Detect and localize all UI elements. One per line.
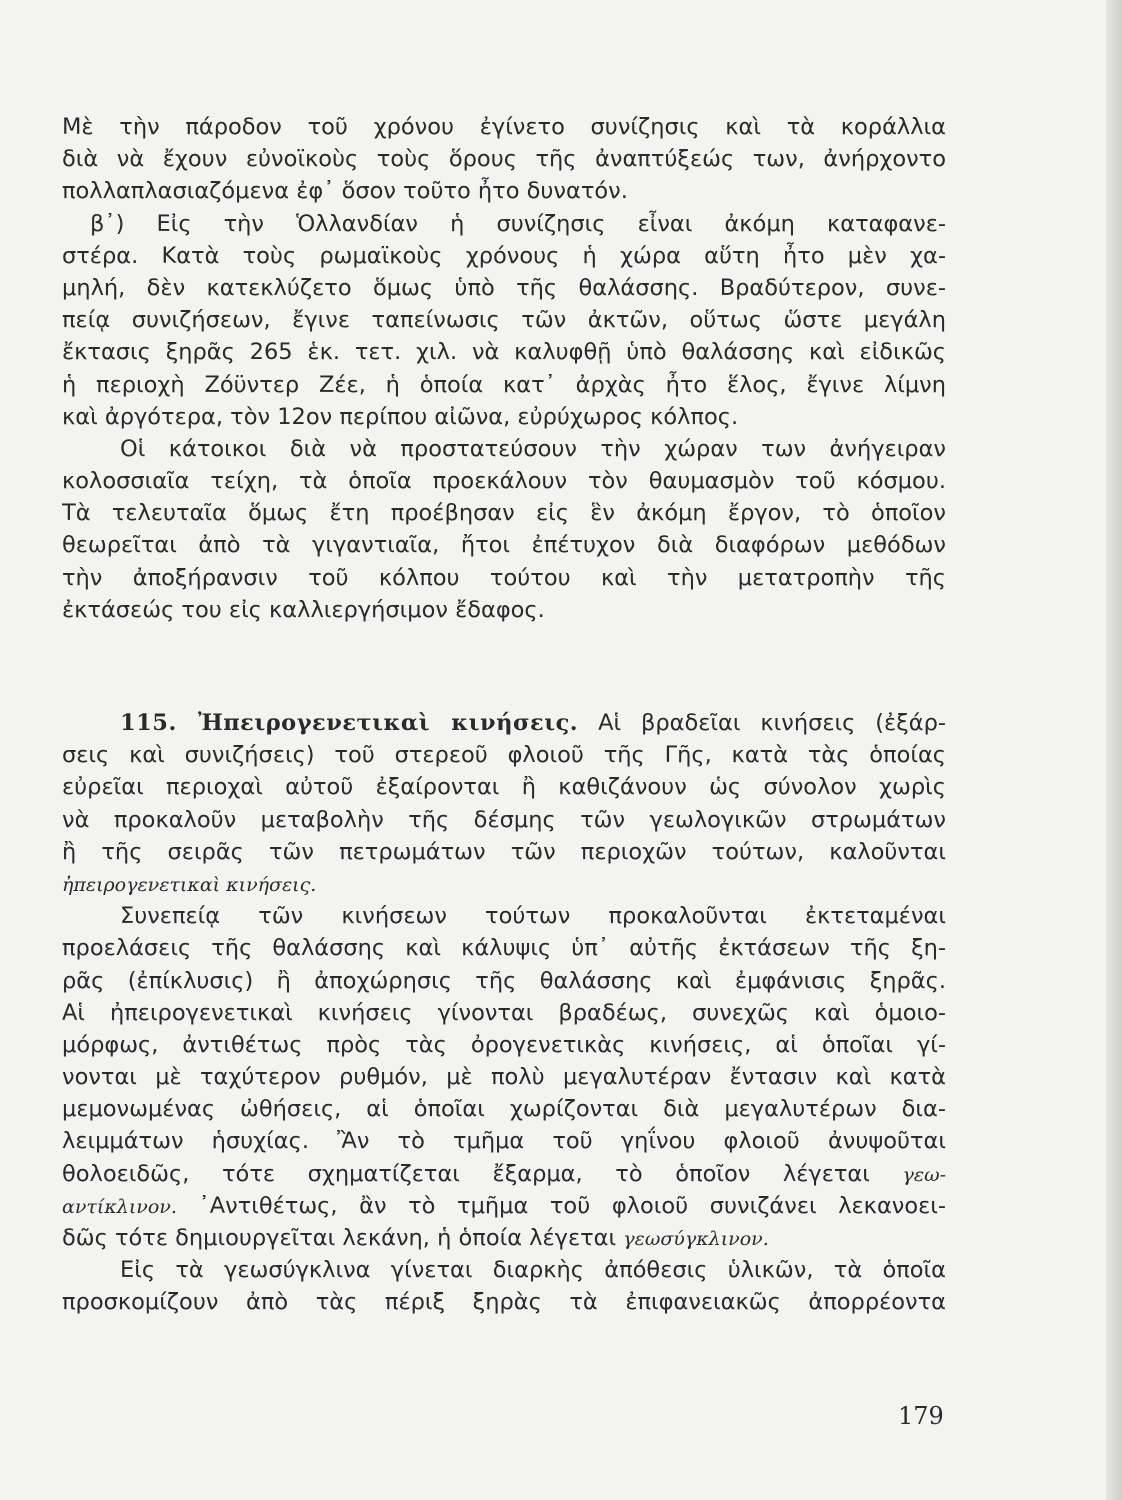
text-line: νὰ προκαλοῦν μεταβολὴν τῆς δέσμης τῶν γεωλογικῶν στρωμάτων	[62, 806, 946, 833]
text-line-geoanticline-cont	[62, 1190, 946, 1222]
page-edge-shadow	[1106, 0, 1122, 1500]
text-line: ἐκτάσεώς του εἰς καλλιεργήσιμον ἔδαφος.	[62, 596, 545, 623]
text-line: πείᾳ συνιζήσεων, ἔγινε ταπείνωσις τῶν ἀκτῶν, οὕτως ὥστε μεγάλη	[62, 307, 946, 334]
text-segment: ᾽Αντιθέτως, ἂν τὸ τμῆμα τοῦ φλοιοῦ συνιζάνει λεκανοει-	[198, 1192, 946, 1219]
italic-term: γεω-	[902, 1163, 946, 1186]
text-line-geosyncline	[62, 1222, 946, 1254]
text-line: μεμονωμένας ὠθήσεις, αἱ ὁποῖαι χωρίζονται διὰ μεγαλυτέρων δια-	[62, 1096, 946, 1123]
text-segment: θολοειδῶς, τότε σχηματίζεται ἔξαρμα, τὸ ὁποῖον λέγεται	[62, 1160, 870, 1187]
section-first-line	[62, 707, 946, 739]
italic-term: ἠπειρογενετικαὶ κινήσεις.	[62, 873, 317, 896]
section-number: 115.	[120, 710, 177, 736]
text-line: θεωρεῖται ἀπὸ τὰ γιγαντιαῖα, ἤτοι ἐπέτυχον διὰ διαφόρων μεθόδων	[62, 532, 946, 559]
text-segment: δῶς τότε δημιουργεῖται λεκάνη, ἡ ὁποία λέγεται	[62, 1225, 617, 1251]
text-line: Συνεπείᾳ τῶν κινήσεων τούτων προκαλοῦνται ἐκτεταμέναι	[120, 903, 946, 930]
text-line: στέρα. Κατὰ τοὺς ρωμαϊκοὺς χρόνους ἡ χώρα αὕτη ἦτο μὲν χα-	[62, 242, 946, 269]
text-line: Εἰς τὰ γεωσύγκλινα γίνεται διαρκὴς ἀπόθεσις ὑλικῶν, τὰ ὁποῖα	[120, 1257, 946, 1284]
page-number: 179	[898, 1402, 944, 1430]
section-title: Ἠπειρογενετικαὶ κινήσεις.	[197, 710, 579, 736]
italic-term: αντίκλινον.	[62, 1195, 177, 1218]
text-line: ἔκτασις ξηρᾶς 265 ἑκ. τετ. χιλ. νὰ καλυφθῇ ὑπὸ θαλάσσης καὶ εἰδικῶς	[62, 339, 946, 366]
text-line: ἢ τῆς σειρᾶς τῶν πετρωμάτων τῶν περιοχῶν τούτων, καλοῦνται	[62, 838, 946, 865]
text-line: διὰ νὰ ἔχουν εὐνοϊκοὺς τοὺς ὅρους τῆς ἀναπτύξεώς των, ἀνήρχοντο	[62, 146, 946, 173]
text-line: β᾽) Εἰς τὴν Ὁλλανδίαν ἡ συνίζησις εἶναι ἀκόμη καταφανε-	[90, 210, 946, 237]
text-line: πολλαπλασιαζόμενα ἐφ᾽ ὅσον τοῦτο ἦτο δυνατόν.	[62, 178, 628, 205]
text-line: προελάσεις τῆς θαλάσσης καὶ κάλυψις ὑπ᾽ αὐτῆς ἐκτάσεων τῆς ξη-	[62, 935, 946, 962]
text-line: Τὰ τελευταῖα ὅμως ἔτη προέβησαν εἰς ἓν ἀκόμη ἔργον, τὸ ὁποῖον	[62, 500, 946, 527]
text-block-hollanda	[62, 111, 946, 626]
text-line: Μὲ τὴν πάροδον τοῦ χρόνου ἐγίνετο συνίζησις καὶ τὰ κοράλλια	[62, 114, 946, 140]
text-line: νονται μὲ ταχύτερον ρυθμόν, μὲ πολὺ μεγαλυτέραν ἔντασιν καὶ κατὰ	[62, 1064, 946, 1091]
text-line: Αἱ ἠπειρογενετικαὶ κινήσεις γίνονται βραδέως, συνεχῶς καὶ ὁμοιο-	[62, 999, 946, 1026]
text-line: εὐρεῖαι περιοχαὶ αὐτοῦ ἐξαίρονται ἢ καθιζάνουν ὡς σύνολον χωρὶς	[62, 774, 946, 801]
section-115	[62, 707, 946, 1319]
italic-term: γεωσύγκλινον.	[623, 1228, 769, 1250]
text-line-geoanticline	[62, 1158, 946, 1190]
text-line: καὶ ἀργότερα, τὸν 12ον περίπου αἰῶνα, εὐρύχωρος κόλπος.	[62, 403, 739, 430]
text-line: μηλή, δὲν κατεκλύζετο ὅμως ὑπὸ τῆς θαλάσσης. Βραδύτερον, συνε-	[62, 274, 946, 301]
text-line: ρᾶς (ἐπίκλυσις) ἢ ἀποχώρησις τῆς θαλάσσης καὶ ἐμφάνισις ξηρᾶς.	[62, 967, 946, 994]
section-heading	[120, 710, 578, 736]
text-line: λειμμάτων ἡσυχίας. Ἂν τὸ τμῆμα τοῦ γηΐνου φλοιοῦ ἀνυψοῦται	[62, 1128, 946, 1155]
text-line: ἡ περιοχὴ Ζόϋντερ Ζέε, ἡ ὁποία κατ᾽ ἀρχὰς ἦτο ἕλος, ἔγινε λίμνη	[62, 371, 946, 398]
text-line: μόρφως, ἀντιθέτως πρὸς τὰς ὀρογενετικὰς κινήσεις, αἱ ὁποῖαι γί-	[62, 1031, 946, 1058]
text-line: τὴν ἀποξήρανσιν τοῦ κόλπου τούτου καὶ τὴν μετατροπὴν τῆς	[62, 564, 946, 591]
text-line: Οἱ κάτοικοι διὰ νὰ προστατεύσουν τὴν χώραν των ἀνήγειραν	[120, 435, 946, 462]
text-line: προσκομίζουν ἀπὸ τὰς πέριξ ξηρὰς τὰ ἐπιφανειακῶς ἀπορρέοντα	[62, 1289, 946, 1316]
italic-term-line	[62, 868, 946, 900]
text-line: κολοσσιαῖα τείχη, τὰ ὁποῖα προεκάλουν τὸν θαυμασμὸν τοῦ κόσμου.	[62, 468, 946, 495]
section-first-line-text: Αἱ βραδεῖαι κινήσεις (ἐξάρ-	[598, 710, 946, 736]
text-line: σεις καὶ συνιζήσεις) τοῦ στερεοῦ φλοιοῦ τῆς Γῆς, κατὰ τὰς ὁποίας	[62, 742, 946, 769]
